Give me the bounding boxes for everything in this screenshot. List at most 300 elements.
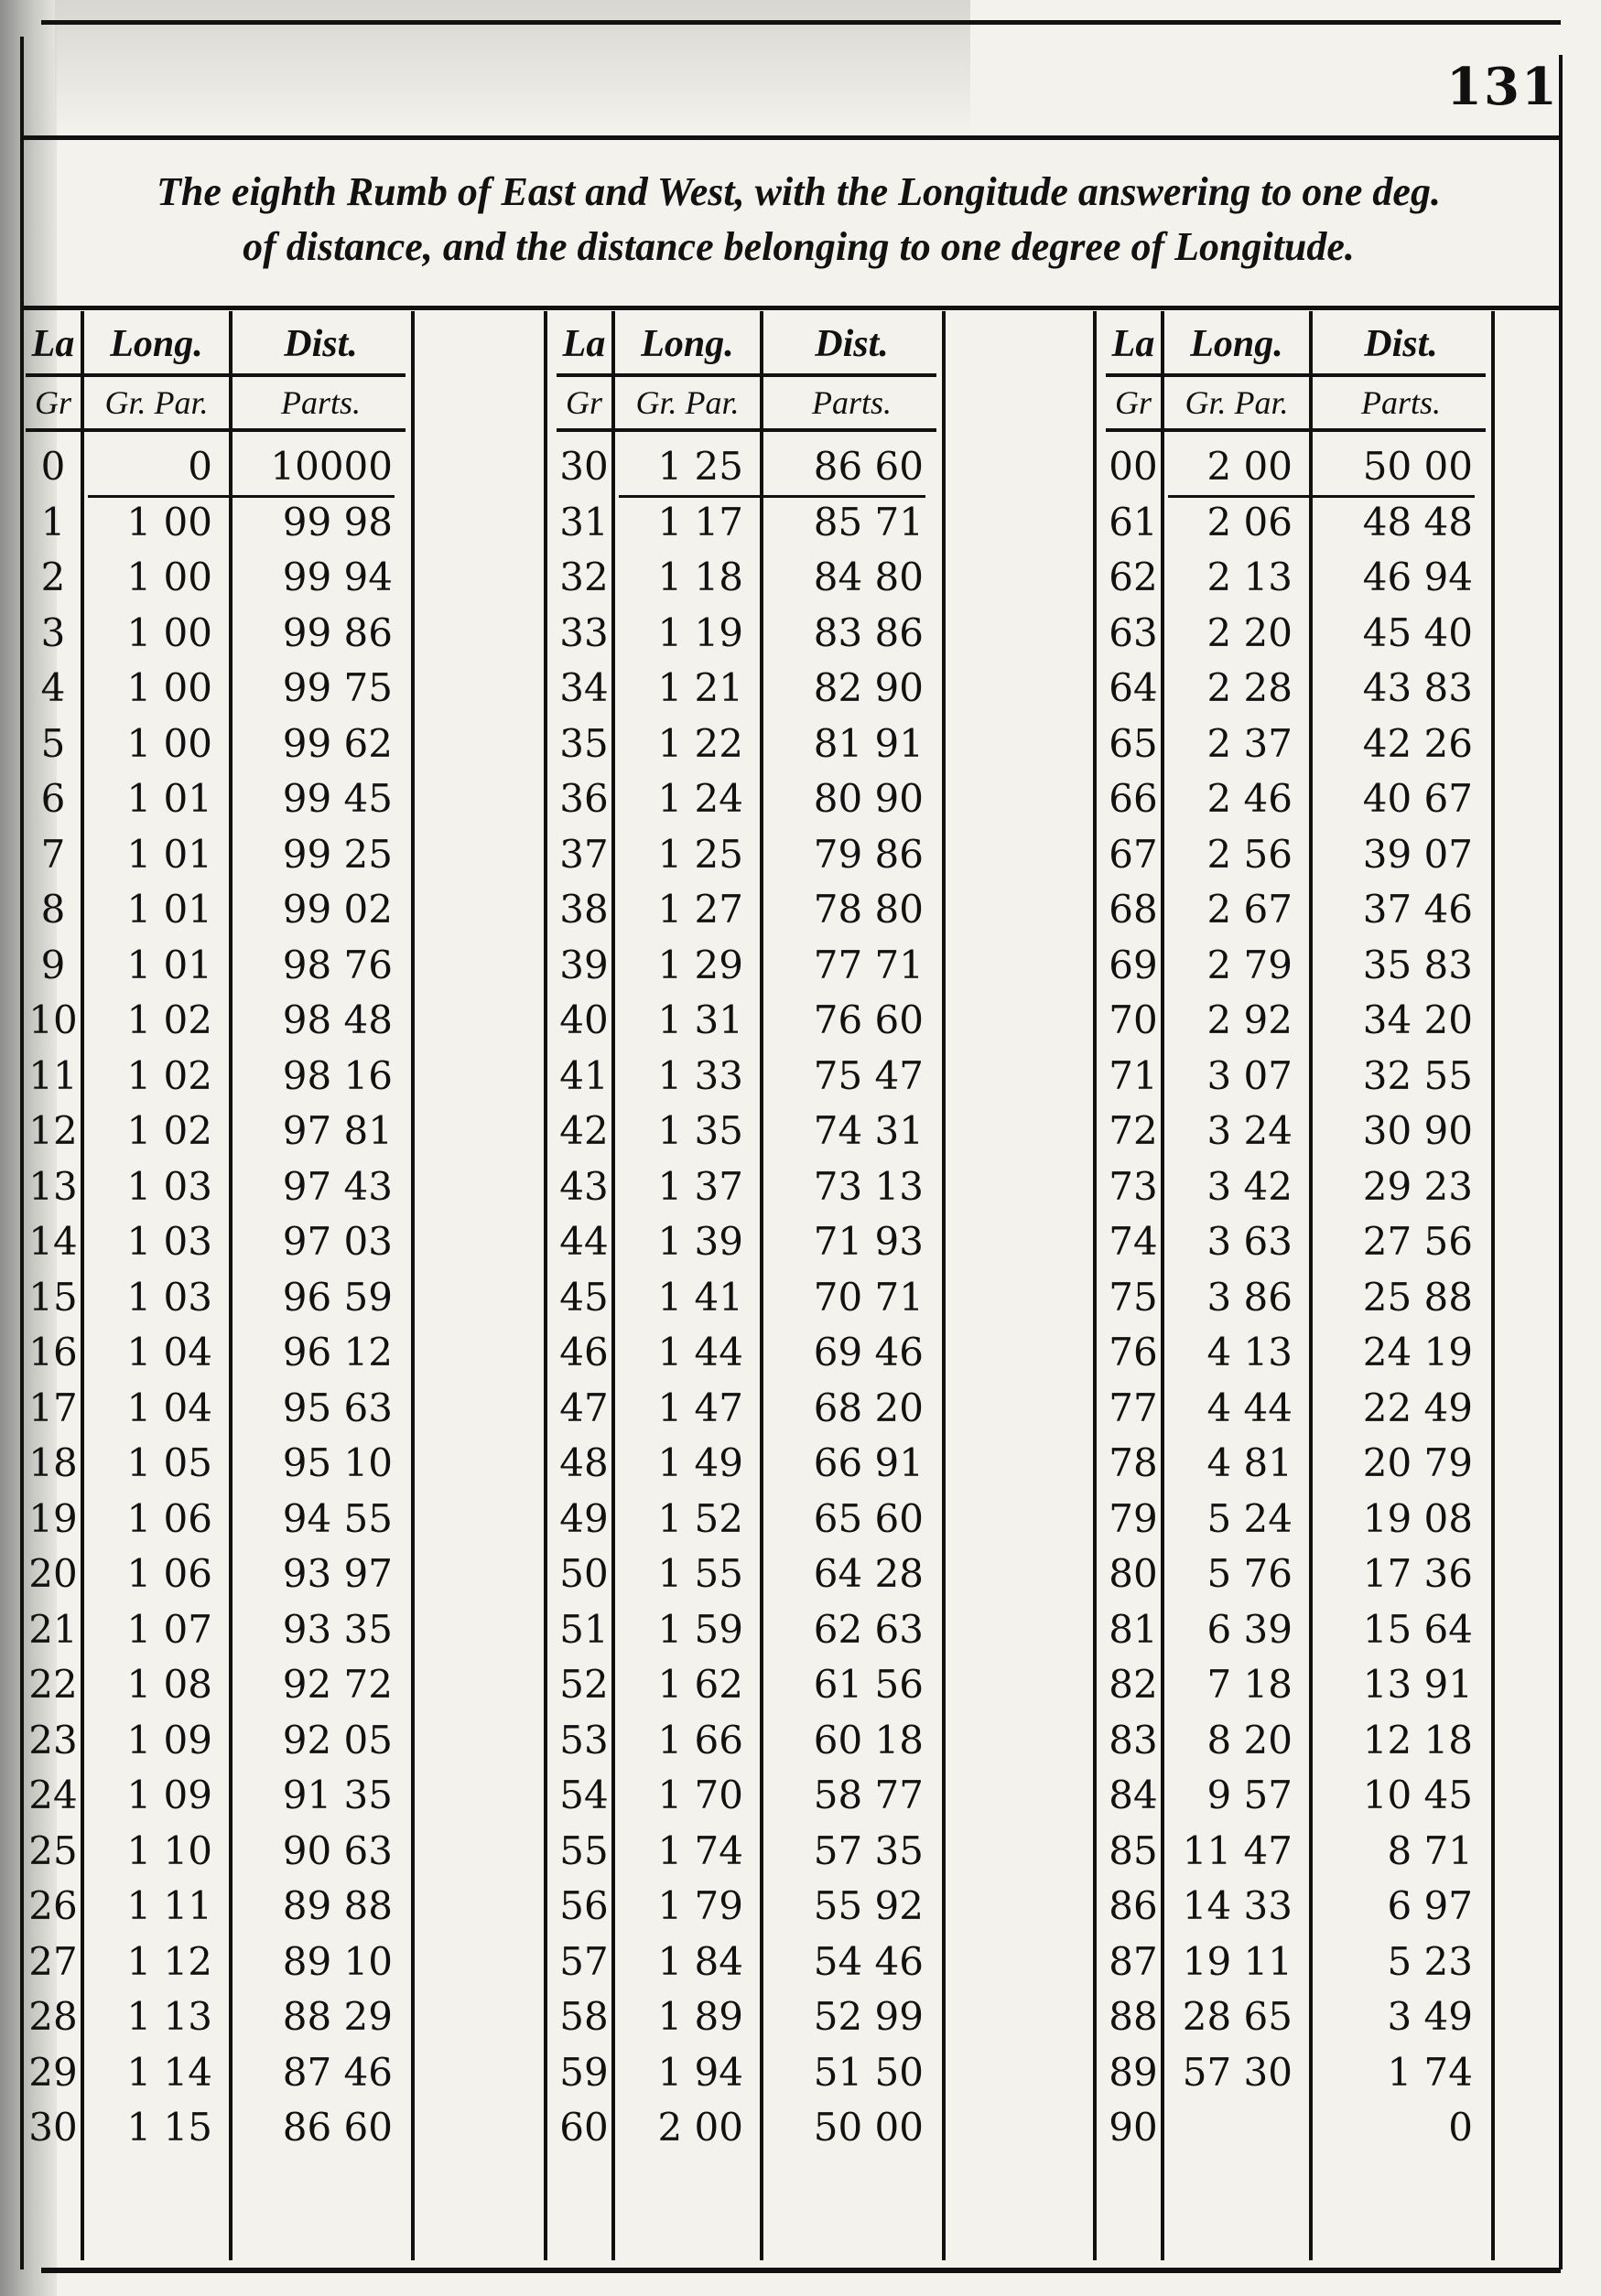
- longitude-cell: 1 62: [657, 1662, 743, 1707]
- latitude-cell: 27: [28, 1938, 78, 1984]
- distance-cell: 37 46: [1362, 887, 1473, 932]
- distance-cell: 70 71: [813, 1274, 924, 1320]
- distance-cell: 13 91: [1362, 1662, 1473, 1707]
- table-row: [16, 1547, 406, 1601]
- latitude-cell: 59: [559, 2049, 609, 2095]
- table-row: [547, 2100, 936, 2155]
- distance-cell: 45 40: [1362, 609, 1473, 655]
- longitude-cell: 1 01: [126, 942, 212, 987]
- distance-cell: 97 03: [282, 1219, 393, 1264]
- distance-cell: 15 64: [1362, 1606, 1473, 1652]
- table-row: [1097, 2045, 1486, 2100]
- table-row: [16, 1325, 406, 1380]
- panel-1-subheader-rule: [26, 428, 406, 432]
- table-row: [547, 606, 936, 661]
- latitude-cell: 0: [40, 444, 66, 489]
- distance-cell: 78 80: [813, 887, 924, 932]
- table-row: [1097, 661, 1486, 716]
- table-row: [16, 1657, 406, 1712]
- table-row: [547, 1104, 936, 1159]
- longitude-cell: 1 01: [126, 831, 212, 877]
- latitude-cell: 49: [559, 1495, 609, 1541]
- distance-cell: 60 18: [813, 1717, 924, 1762]
- latitude-cell: 12: [28, 1108, 78, 1153]
- longitude-cell: 1 00: [126, 720, 212, 766]
- table-row: [16, 1492, 406, 1547]
- table-row: [16, 550, 406, 605]
- distance-cell: 99 02: [282, 887, 393, 932]
- panel-2-lat-subheader: Gr: [565, 384, 602, 421]
- latitude-cell: 26: [28, 1883, 78, 1928]
- longitude-cell: 1 02: [126, 1108, 212, 1153]
- longitude-cell: 1 66: [657, 1717, 743, 1762]
- distance-cell: 17 36: [1362, 1551, 1473, 1596]
- latitude-cell: 69: [1109, 942, 1158, 987]
- distance-cell: 43 83: [1362, 665, 1473, 710]
- distance-cell: 93 35: [282, 1606, 393, 1652]
- distance-cell: 64 28: [813, 1551, 924, 1596]
- longitude-cell: 1 01: [126, 776, 212, 821]
- longitude-cell: 1 02: [126, 997, 212, 1042]
- distance-cell: 84 80: [813, 555, 924, 599]
- distance-cell: 51 50: [813, 2049, 924, 2095]
- latitude-cell: 33: [559, 609, 609, 655]
- latitude-cell: 1: [40, 499, 66, 544]
- table-row: [16, 827, 406, 882]
- longitude-cell: 1 84: [657, 1938, 743, 1984]
- latitude-cell: 30: [28, 2105, 78, 2150]
- longitude-cell: 1 07: [126, 1606, 212, 1652]
- distance-cell: 75 47: [813, 1052, 924, 1098]
- panel-3-lat-header: La: [1111, 323, 1155, 365]
- panel-3-header-rule: [1106, 373, 1486, 377]
- latitude-cell: 48: [559, 1440, 609, 1485]
- latitude-cell: 86: [1109, 1883, 1158, 1928]
- latitude-cell: 60: [559, 2105, 609, 2150]
- distance-cell: 76 60: [813, 997, 924, 1042]
- longitude-cell: 8 20: [1206, 1717, 1293, 1762]
- longitude-cell: 1 59: [657, 1606, 743, 1652]
- longitude-cell: 1 00: [126, 609, 212, 655]
- distance-cell: 83 86: [813, 609, 924, 655]
- table-row: [547, 1381, 936, 1436]
- table-row: [1097, 1879, 1486, 1934]
- latitude-cell: 00: [1109, 444, 1158, 489]
- table-row: [16, 2100, 406, 2155]
- table-row: [547, 1713, 936, 1768]
- longitude-cell: 1 00: [126, 555, 212, 599]
- latitude-cell: 43: [559, 1163, 609, 1209]
- longitude-cell: 1 09: [126, 1717, 212, 1762]
- table-row: [1097, 1049, 1486, 1104]
- longitude-cell: 1 08: [126, 1662, 212, 1707]
- distance-cell: 90 63: [282, 1827, 393, 1873]
- panel-1-dist-subheader: Parts.: [280, 384, 361, 421]
- distance-cell: 19 08: [1362, 1495, 1473, 1541]
- longitude-cell: 2 79: [1206, 942, 1293, 987]
- table-row: [1097, 2100, 1486, 2155]
- longitude-cell: [1168, 2100, 1305, 2155]
- distance-cell: 8 71: [1387, 1827, 1473, 1873]
- distance-cell: 99 75: [282, 665, 393, 710]
- distance-cell: 68 20: [813, 1385, 924, 1430]
- longitude-cell: 1 13: [126, 1994, 212, 2039]
- title-top-rule: [24, 135, 1559, 140]
- latitude-cell: 87: [1109, 1938, 1158, 1984]
- distance-cell: 99 86: [282, 609, 393, 655]
- latitude-cell: 83: [1109, 1717, 1158, 1762]
- latitude-cell: 57: [559, 1938, 609, 1984]
- traverse-table: [16, 311, 1563, 2260]
- table-row: [1097, 1935, 1486, 1989]
- table-row: [16, 717, 406, 771]
- longitude-cell: 1 35: [657, 1108, 743, 1153]
- table-row: [16, 1436, 406, 1491]
- panel-1-right-border: [411, 311, 415, 2260]
- latitude-cell: 90: [1109, 2105, 1158, 2150]
- table-row: [1097, 439, 1486, 494]
- latitude-cell: 72: [1109, 1108, 1158, 1153]
- distance-cell: 98 16: [282, 1052, 393, 1098]
- longitude-cell: 1 22: [657, 720, 743, 766]
- latitude-cell: 78: [1109, 1440, 1158, 1485]
- latitude-cell: 64: [1109, 665, 1158, 710]
- distance-cell: 24 19: [1362, 1330, 1473, 1374]
- latitude-cell: 56: [559, 1883, 609, 1928]
- distance-cell: 96 12: [282, 1330, 393, 1374]
- table-row: [1097, 495, 1486, 550]
- longitude-cell: 1 17: [657, 499, 743, 544]
- longitude-cell: 2 00: [1206, 444, 1293, 489]
- table-row: [547, 495, 936, 550]
- latitude-cell: 24: [28, 1773, 78, 1817]
- latitude-cell: 67: [1109, 831, 1158, 877]
- latitude-cell: 68: [1109, 887, 1158, 932]
- longitude-cell: 1 09: [126, 1773, 212, 1817]
- distance-cell: 40 67: [1362, 776, 1473, 821]
- latitude-cell: 34: [559, 665, 609, 710]
- longitude-cell: 1 74: [657, 1827, 743, 1873]
- table-row: [547, 1049, 936, 1104]
- longitude-cell: 1 00: [126, 499, 212, 544]
- distance-cell: 10 45: [1362, 1773, 1473, 1817]
- latitude-cell: 51: [559, 1606, 609, 1652]
- longitude-cell: 2 92: [1206, 997, 1293, 1042]
- latitude-cell: 37: [559, 831, 609, 877]
- distance-cell: 89 88: [282, 1883, 393, 1928]
- longitude-cell: 1 52: [657, 1495, 743, 1541]
- distance-cell: 77 71: [813, 942, 924, 987]
- latitude-cell: 63: [1109, 609, 1158, 655]
- distance-cell: 97 81: [282, 1108, 393, 1153]
- longitude-cell: 3 63: [1206, 1219, 1293, 1264]
- longitude-cell: 1 79: [657, 1883, 743, 1928]
- latitude-cell: 55: [559, 1827, 609, 1873]
- table-row: [16, 2045, 406, 2100]
- longitude-cell: 9 57: [1206, 1773, 1293, 1817]
- distance-cell: 1 74: [1387, 2049, 1473, 2095]
- table-row: [547, 1768, 936, 1823]
- longitude-cell: 3 42: [1206, 1163, 1293, 1209]
- table-row: [1097, 1381, 1486, 1436]
- distance-cell: 98 76: [282, 942, 393, 987]
- top-border-rule: [41, 20, 1561, 25]
- longitude-cell: 1 24: [657, 776, 743, 821]
- table-row: [16, 606, 406, 661]
- longitude-cell: 1 70: [657, 1773, 743, 1817]
- latitude-cell: 39: [559, 942, 609, 987]
- latitude-cell: 15: [28, 1274, 78, 1320]
- table-row: [16, 938, 406, 993]
- table-row: [547, 1657, 936, 1712]
- latitude-cell: 35: [559, 720, 609, 766]
- longitude-cell: 1 06: [126, 1495, 212, 1541]
- latitude-cell: 3: [40, 609, 66, 655]
- latitude-cell: 4: [40, 665, 66, 710]
- longitude-cell: 1 12: [126, 1938, 212, 1984]
- distance-cell: 32 55: [1362, 1052, 1473, 1098]
- longitude-cell: 1 29: [657, 942, 743, 987]
- table-row: [547, 938, 936, 993]
- latitude-cell: 65: [1109, 720, 1158, 766]
- table-row: [1097, 1270, 1486, 1325]
- longitude-cell: 2 56: [1206, 831, 1293, 877]
- table-row: [547, 550, 936, 605]
- table-row: [1097, 1325, 1486, 1380]
- longitude-cell: 2 20: [1206, 609, 1293, 655]
- latitude-cell: 6: [40, 776, 66, 821]
- table-row: [547, 661, 936, 716]
- table-row: [16, 1602, 406, 1657]
- longitude-cell: 1 15: [126, 2105, 212, 2150]
- latitude-cell: 13: [28, 1163, 78, 1209]
- distance-cell: 50 00: [1362, 444, 1473, 489]
- table-row: [1097, 771, 1486, 826]
- panel-1-long-subheader: Gr. Par.: [104, 384, 209, 421]
- table-title-line-2: of distance, and the distance belonging to one degree of Longitude.: [243, 224, 1355, 269]
- latitude-cell: 80: [1109, 1551, 1158, 1596]
- longitude-cell: 1 18: [657, 555, 743, 599]
- table-row: [16, 1104, 406, 1159]
- table-row: [1097, 550, 1486, 605]
- distance-cell: 65 60: [813, 1495, 924, 1541]
- latitude-cell: 61: [1109, 499, 1158, 544]
- longitude-cell: 4 13: [1206, 1330, 1293, 1374]
- distance-cell: 61 56: [813, 1662, 924, 1707]
- latitude-cell: 88: [1109, 1994, 1158, 2039]
- distance-cell: 97 43: [282, 1163, 393, 1209]
- longitude-cell: 1 06: [126, 1551, 212, 1596]
- panel-2-long-subheader: Gr. Par.: [635, 384, 740, 421]
- longitude-cell: 2 06: [1206, 499, 1293, 544]
- distance-cell: 50 00: [813, 2105, 924, 2150]
- latitude-cell: 45: [559, 1274, 609, 1320]
- panel-2-header-rule: [557, 373, 936, 377]
- distance-cell: 46 94: [1362, 555, 1473, 599]
- distance-cell: 93 97: [282, 1551, 393, 1596]
- table-row: [16, 993, 406, 1048]
- distance-cell: 99 94: [282, 555, 393, 599]
- latitude-cell: 36: [559, 776, 609, 821]
- latitude-cell: 62: [1109, 555, 1158, 599]
- distance-cell: 48 48: [1362, 499, 1473, 544]
- latitude-cell: 53: [559, 1717, 609, 1762]
- latitude-cell: 21: [28, 1606, 78, 1652]
- latitude-cell: 30: [559, 444, 609, 489]
- distance-cell: 57 35: [813, 1827, 924, 1873]
- table-row: [547, 439, 936, 494]
- latitude-cell: 14: [28, 1219, 78, 1264]
- latitude-cell: 31: [559, 499, 609, 544]
- longitude-cell: 1 03: [126, 1163, 212, 1209]
- panel-2-lat-header: La: [562, 323, 606, 365]
- table-row: [1097, 606, 1486, 661]
- table-row: [16, 1768, 406, 1823]
- longitude-cell: 1 27: [657, 887, 743, 932]
- latitude-cell: 16: [28, 1330, 78, 1374]
- distance-cell: 81 91: [813, 720, 924, 766]
- table-row: [547, 882, 936, 937]
- longitude-cell: 1 04: [126, 1330, 212, 1374]
- table-row: [547, 1989, 936, 2044]
- table-row: [16, 882, 406, 937]
- latitude-cell: 71: [1109, 1052, 1158, 1098]
- distance-cell: 86 60: [813, 444, 924, 489]
- longitude-cell: 3 24: [1206, 1108, 1293, 1153]
- distance-cell: 66 91: [813, 1440, 924, 1485]
- table-row: [1097, 1547, 1486, 1601]
- latitude-cell: 50: [559, 1551, 609, 1596]
- latitude-cell: 85: [1109, 1827, 1158, 1873]
- latitude-cell: 7: [40, 831, 66, 877]
- distance-cell: 82 90: [813, 665, 924, 710]
- longitude-cell: 4 44: [1206, 1385, 1293, 1430]
- table-row: [16, 1270, 406, 1325]
- distance-cell: 79 86: [813, 831, 924, 877]
- longitude-cell: 1 89: [657, 1994, 743, 2039]
- latitude-cell: 20: [28, 1551, 78, 1596]
- table-row: [547, 1879, 936, 1934]
- table-row: [16, 771, 406, 826]
- longitude-cell: 1 55: [657, 1551, 743, 1596]
- distance-cell: 0: [1448, 2105, 1473, 2150]
- latitude-cell: 40: [559, 997, 609, 1042]
- table-title: [37, 165, 1561, 302]
- distance-cell: 12 18: [1362, 1717, 1473, 1762]
- latitude-cell: 38: [559, 887, 609, 932]
- longitude-cell: 1 44: [657, 1330, 743, 1374]
- latitude-cell: 8: [40, 887, 66, 932]
- longitude-cell: 1 94: [657, 2049, 743, 2095]
- latitude-cell: 5: [40, 720, 66, 766]
- latitude-cell: 11: [28, 1052, 78, 1098]
- distance-cell: 58 77: [813, 1773, 924, 1817]
- table-row: [1097, 1824, 1486, 1879]
- latitude-cell: 73: [1109, 1163, 1158, 1209]
- latitude-cell: 17: [28, 1385, 78, 1430]
- latitude-cell: 76: [1109, 1330, 1158, 1374]
- panel-3-dist-header: Dist.: [1364, 323, 1438, 365]
- latitude-cell: 74: [1109, 1219, 1158, 1264]
- distance-cell: 74 31: [813, 1108, 924, 1153]
- latitude-cell: 2: [40, 555, 66, 599]
- longitude-cell: 2 13: [1206, 555, 1293, 599]
- latitude-cell: 79: [1109, 1495, 1158, 1541]
- longitude-cell: 1 33: [657, 1052, 743, 1098]
- table-row: [16, 1713, 406, 1768]
- panel-1-lat-subheader: Gr: [34, 384, 71, 421]
- table-row: [1097, 882, 1486, 937]
- table-row: [547, 1270, 936, 1325]
- longitude-cell: 19 11: [1182, 1938, 1293, 1984]
- panel-3-long-header: Long.: [1190, 323, 1283, 365]
- table-row: [1097, 1602, 1486, 1657]
- longitude-cell: 1 04: [126, 1385, 212, 1430]
- table-row: [1097, 1104, 1486, 1159]
- distance-cell: 98 48: [282, 997, 393, 1042]
- longitude-cell: 2 67: [1206, 887, 1293, 932]
- longitude-cell: 2 37: [1206, 720, 1293, 766]
- distance-cell: 89 10: [282, 1938, 393, 1984]
- distance-cell: 94 55: [282, 1495, 393, 1541]
- distance-cell: 99 98: [282, 499, 393, 544]
- title-bottom-rule: [24, 306, 1559, 310]
- distance-cell: 25 88: [1362, 1274, 1473, 1320]
- longitude-cell: 2 00: [657, 2105, 743, 2150]
- table-row: [16, 1879, 406, 1934]
- latitude-cell: 25: [28, 1827, 78, 1873]
- longitude-cell: 6 39: [1206, 1606, 1293, 1652]
- panel-2-subheader-rule: [557, 428, 936, 432]
- distance-cell: 55 92: [813, 1883, 924, 1928]
- latitude-cell: 9: [40, 942, 66, 987]
- longitude-cell: 7 18: [1206, 1662, 1293, 1707]
- longitude-cell: 28 65: [1182, 1994, 1293, 2039]
- table-row: [1097, 1657, 1486, 1712]
- latitude-cell: 52: [559, 1662, 609, 1707]
- table-row: [16, 1381, 406, 1436]
- distance-cell: 42 26: [1362, 720, 1473, 766]
- longitude-cell: 1 05: [126, 1440, 212, 1485]
- panel-2-right-border: [942, 311, 946, 2260]
- panel-1-long-header: Long.: [110, 323, 203, 365]
- longitude-cell: 1 00: [126, 665, 212, 710]
- latitude-cell: 46: [559, 1330, 609, 1374]
- distance-cell: 99 62: [282, 720, 393, 766]
- latitude-cell: 22: [28, 1662, 78, 1707]
- distance-cell: 39 07: [1362, 831, 1473, 877]
- panel-1-lat-header: La: [31, 323, 75, 365]
- table-row: [16, 1935, 406, 1989]
- latitude-cell: 84: [1109, 1773, 1158, 1817]
- distance-cell: 95 10: [282, 1440, 393, 1485]
- table-row: [1097, 717, 1486, 771]
- latitude-cell: 58: [559, 1994, 609, 2039]
- latitude-cell: 81: [1109, 1606, 1158, 1652]
- table-row: [547, 1824, 936, 1879]
- distance-cell: 95 63: [282, 1385, 393, 1430]
- distance-cell: 86 60: [282, 2105, 393, 2150]
- table-row: [1097, 1989, 1486, 2044]
- distance-cell: 30 90: [1362, 1108, 1473, 1153]
- table-row: [1097, 1159, 1486, 1214]
- longitude-cell: 3 07: [1206, 1052, 1293, 1098]
- table-row: [1097, 1713, 1486, 1768]
- distance-cell: 52 99: [813, 1994, 924, 2039]
- table-row: [16, 495, 406, 550]
- table-row: [1097, 1436, 1486, 1491]
- table-row: [547, 1436, 936, 1491]
